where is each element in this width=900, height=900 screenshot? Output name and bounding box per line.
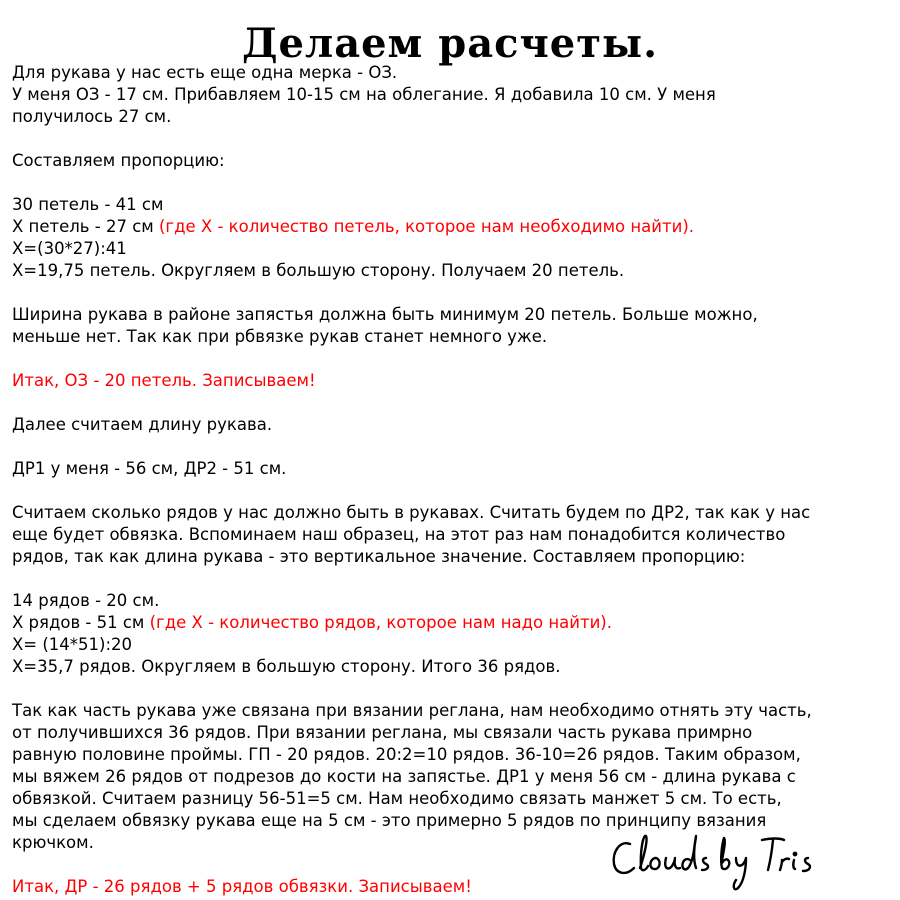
text-line: мы вяжем 26 рядов от подрезов до кости на запястье. ДР1 у меня 56 см - длина рукава с <box>12 767 796 786</box>
text-line: равную половине проймы. ГП - 20 рядов. 20:2=10 рядов. 36-10=26 рядов. Таким образом, <box>12 745 801 764</box>
text-line: рядов, так как длина рукава - это вертикальное значение. Составляем пропорцию: <box>12 547 746 566</box>
text-line: Ширина рукава в районе запястья должна быть минимум 20 петель. Больше можно, <box>12 305 758 324</box>
text-line: от получившихся 36 рядов. При вязании реглана, мы связали часть рукава примрно <box>12 723 753 742</box>
text-line: мы сделаем обвязку рукава еще на 5 см - это примерно 5 рядов по принципу вязания <box>12 811 767 830</box>
text-line: Далее считаем длину рукава. <box>12 415 273 434</box>
text-line: крючком. <box>12 833 94 852</box>
article-body <box>12 62 892 898</box>
text-line: Составляем пропорцию: <box>12 151 225 170</box>
proportion-line: 30 петель - 41 см <box>12 195 164 214</box>
formula-line: Х=(30*27):41 <box>12 239 127 258</box>
text-line: Считаем сколько рядов у нас должно быть в рукавах. Считать будем по ДР2, так как у нас <box>12 503 811 522</box>
text-line: Так как часть рукава уже связана при вязании реглана, нам необходимо отнять эту часть, <box>12 701 812 720</box>
proportion-text: Х рядов - 51 см <box>12 613 150 632</box>
text-line: Для рукава у нас есть еще одна мерка - ОЗ. <box>12 63 398 82</box>
text-line: еще будет обвязка. Вспоминаем наш образец, на этот раз нам понадобится количество <box>12 525 786 544</box>
text-line: У меня ОЗ - 17 см. Прибавляем 10-15 см на облегание. Я добавила 10 см. У меня <box>12 85 716 104</box>
signature-logo <box>610 830 820 895</box>
formula-result-line: Х=19,75 петель. Округляем в большую сторону. Получаем 20 петель. <box>12 261 625 280</box>
result-highlight: Итак, ОЗ - 20 петель. Записываем! <box>12 371 316 390</box>
text-line: меньше нет. Так как при рбвязке рукав станет немного уже. <box>12 327 548 346</box>
text-line: обвязкой. Считаем разницу 56-51=5 см. Нам необходимо связать манжет 5 см. То есть, <box>12 789 782 808</box>
formula-result-line: Х=35,7 рядов. Округляем в большую сторону. Итого 36 рядов. <box>12 657 561 676</box>
proportion-text: Х петель - 27 см <box>12 217 159 236</box>
proportion-line <box>12 216 892 238</box>
proportion-line <box>12 612 892 634</box>
proportion-note: (где Х - количество рядов, которое нам надо найти). <box>149 613 612 632</box>
text-line: получилось 27 см. <box>12 107 172 126</box>
proportion-line: 14 рядов - 20 см. <box>12 591 160 610</box>
proportion-note: (где Х - количество петель, которое нам необходимо найти). <box>158 217 695 236</box>
result-highlight: Итак, ДР - 26 рядов + 5 рядов обвязки. Записываем! <box>12 877 472 896</box>
formula-line: Х= (14*51):20 <box>12 635 133 654</box>
page-title: Делаем расчеты. <box>241 20 659 67</box>
text-line: ДР1 у меня - 56 см, ДР2 - 51 см. <box>12 459 287 478</box>
